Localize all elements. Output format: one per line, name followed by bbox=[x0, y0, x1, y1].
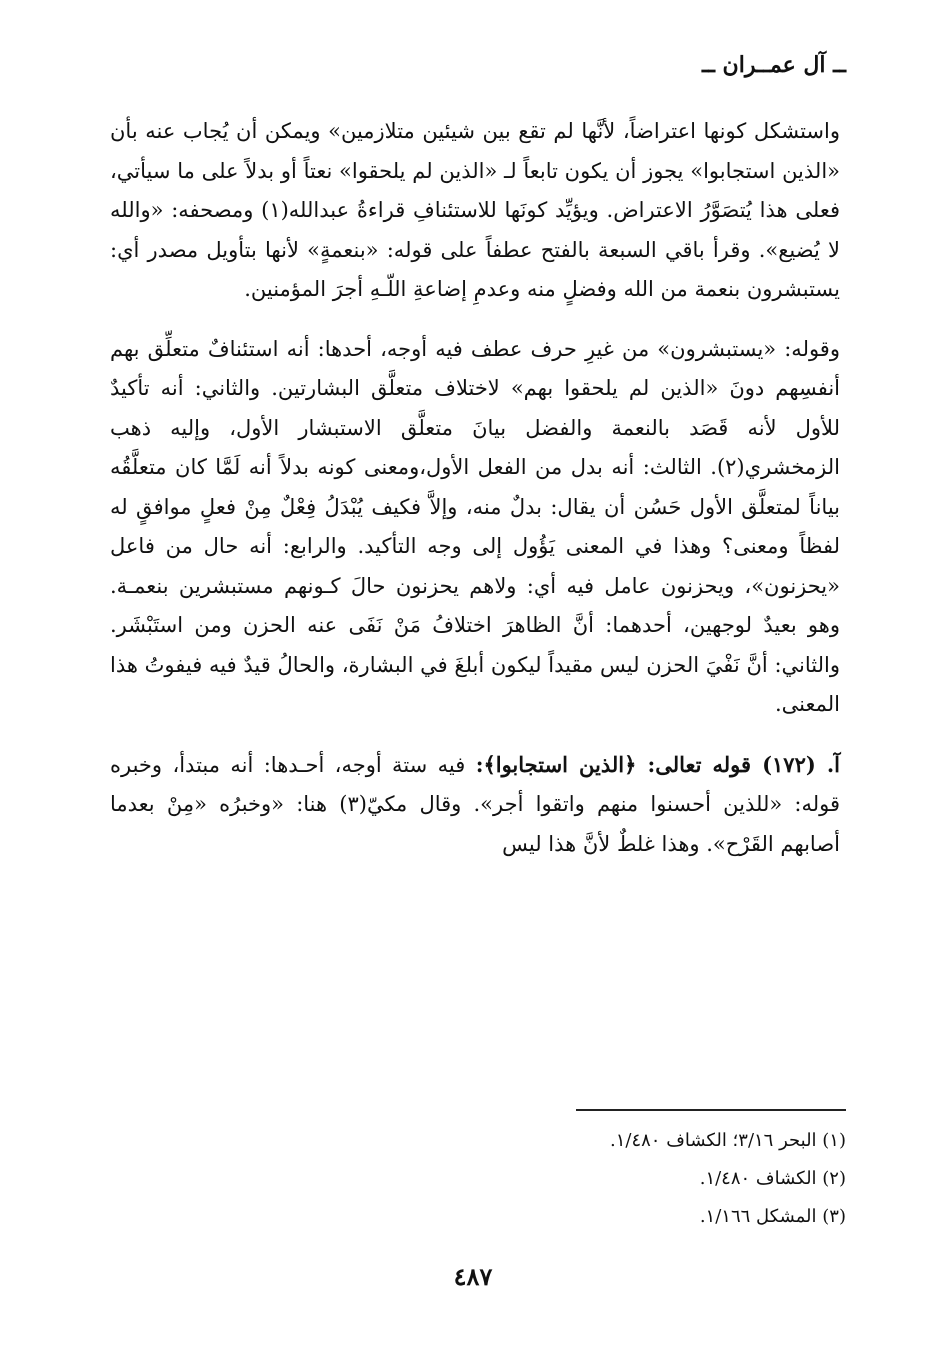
footnote-1: (١) البحر ٣/١٦؛ الكشاف ١/٤٨٠. bbox=[610, 1130, 846, 1151]
paragraph-3 bbox=[110, 745, 840, 865]
paragraph-3-text: فيه ستة أوجه، أحـدها: أنه مبتدأ، وخبره قوله: «للذين أحسنوا منهم واتقوا أجر». وقال مكيّ(٣) هنا: «وخبرُه «مِنْ بعدما أصابهم القَرْح». وهذا غلطٌ لأنَّ هذا ليس bbox=[110, 752, 840, 856]
verse-heading: آ. (١٧٢) قوله تعالى: ﴿الذين استجابوا﴾: bbox=[475, 751, 840, 777]
paragraph-1: واستشكل كونها اعتراضاً، لأنَّها لم تقع بين شيئين متلازمين» ويمكن أن يُجاب عنه بأن «الذين استجابوا» يجوز أن يكون تابعاً لـ «الذين لم يلحقوا» نعتاً أو بدلاً على ما سيأتي، فعلى هذا يُتصَوَّرُ الاعتراض. ويؤيِّد كونَها للاستئنافِ قراءةُ عبدالله(١) ومصحفه: «والله لا يُضيع». وقرأ باقي السبعة بالفتح عطفاً على قوله: «بنعمةٍ» لأنها بتأويل مصدر أي: يستبشرون بنعمة من الله وفضلٍ منه وعدمِ إضاعةِ اللّـهِ أجرَ المؤمنين. bbox=[110, 119, 840, 301]
running-header: ــ آل عمــران ــ bbox=[702, 52, 846, 78]
footnote-divider bbox=[576, 1109, 846, 1111]
main-text bbox=[110, 112, 840, 864]
page-number: ٤٨٧ bbox=[453, 1262, 493, 1291]
paragraph-2: وقوله: «يستبشرون» من غيرِ حرف عطف فيه أوجه، أحدها: أنه استئنافٌ متعلِّق بهم أنفسِهم دونَ «الذين لم يلحقوا بهم» لاختلاف متعلَّق البشارتين. والثاني: أنه تأكيدٌ للأول لأنه قَصَد بالنعمة والفضل بيانَ متعلَّق الاستبشار الأول، وإليه ذهب الزمخشري(٢). الثالث: أنه بدل من الفعل الأول،ومعنى كونه بدلاً أنه لَمَّا كان متعلَّقُه بياناً لمتعلَّق الأول حَسُن أن يقال: بدلٌ منه، وإلاَّ فكيف يُبْدَلُ فِعْلٌ مِنْ فعلٍ موافقٍ له لفظاً ومعنى؟ وهذا في المعنى يَؤُول إلى وجه التأكيد. والرابع: أنه حال من فاعل «يحزنون»، ويحزنون عامل فيه أي: ولاهم يحزنون حالَ كـونهم مستبشرين بنعمـة. وهو بعيدٌ لوجهين، أحدهما: أنَّ الظاهرَ اختلافُ مَنْ نَفَى عنه الحزن ومن استَبْشَر. والثاني: أنَّ نَفْيَ الحزن ليس مقيداً ليكون أبلغَ في البشارة، والحالُ قيدٌ فيه فيفوتُ هذا المعنى. bbox=[110, 336, 840, 716]
footnotes bbox=[446, 1122, 846, 1236]
footnote-3: (٣) المشكل ١/١٦٦. bbox=[699, 1206, 846, 1227]
footnote-2: (٢) الكشاف ١/٤٨٠. bbox=[699, 1168, 846, 1189]
